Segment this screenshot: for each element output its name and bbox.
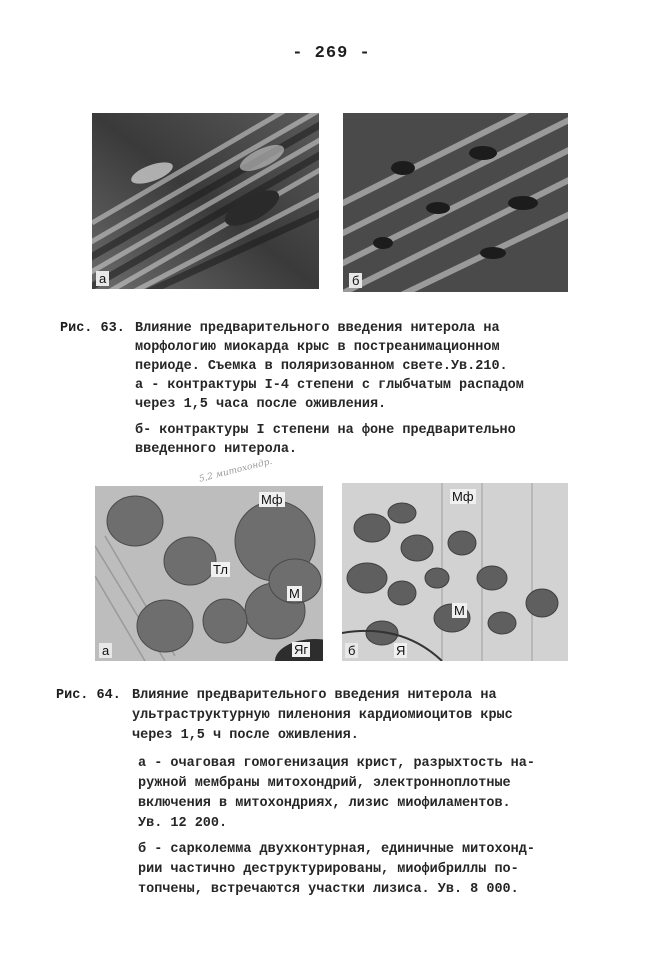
label-mitochondrion: М [454, 603, 465, 618]
caption-63-line: морфологию миокарда крыс в постреанимационном [135, 340, 500, 355]
page-number: - 269 - [292, 44, 371, 63]
caption-63-line: введенного нитерола. [135, 442, 298, 457]
label-nucleus: Яг [294, 642, 309, 657]
label-myofibril: Мф [452, 489, 474, 504]
caption-64-line: Ув. 12 200. [138, 816, 228, 831]
label-tl: Тл [213, 562, 228, 577]
panel-label-a: а [96, 271, 109, 286]
figure-63-number: Рис. 63. [60, 321, 125, 336]
label-mitochondrion: М [289, 586, 300, 601]
micrograph-63a [92, 113, 319, 289]
panel-label-a: а [99, 643, 112, 658]
handwritten-note: 5,2 митохондр. [198, 456, 274, 485]
caption-63-line: Влияние предварительного введения нитерола на [135, 321, 500, 336]
caption-63-line: через 1,5 часа после оживления. [135, 397, 387, 412]
micrograph-64a [95, 486, 323, 661]
caption-64-line: ружной мембраны митохондрий, электронноплотные [138, 776, 511, 791]
caption-64-line: рии частично деструктурированы, миофибриллы по- [138, 862, 519, 877]
micrograph-63b [343, 113, 568, 292]
caption-63-line: б- контрактуры I степени на фоне предварительно [135, 423, 516, 438]
caption-64-line: через 1,5 ч после оживления. [132, 728, 359, 743]
caption-64-line: топчены, встречаются участки лизиса. Ув. 8 000. [138, 882, 519, 897]
caption-64-line: включения в митохондриях, лизис миофиламентов. [138, 796, 511, 811]
caption-63-line: а - контрактуры I-4 степени с глыбчатым распадом [135, 378, 524, 393]
caption-64-line: б - сарколемма двухконтурная, единичные митохонд- [138, 842, 535, 857]
caption-63-line: периоде. Съемка в поляризованном свете.Ув.210. [135, 359, 508, 374]
label-myofibril: Мф [261, 492, 283, 507]
caption-64-line: ультраструктурную пиленония кардиомиоцитов крыс [132, 708, 513, 723]
micrograph-64b [342, 483, 568, 661]
panel-label-b: б [345, 643, 358, 658]
caption-64-line: Влияние предварительного введения нитерола на [132, 688, 497, 703]
panel-label-b: б [349, 273, 362, 288]
label-nucleus: Я [396, 643, 406, 658]
figure-64-number: Рис. 64. [56, 688, 121, 703]
caption-64-line: а - очаговая гомогенизация крист, разрыхтость на- [138, 756, 535, 771]
